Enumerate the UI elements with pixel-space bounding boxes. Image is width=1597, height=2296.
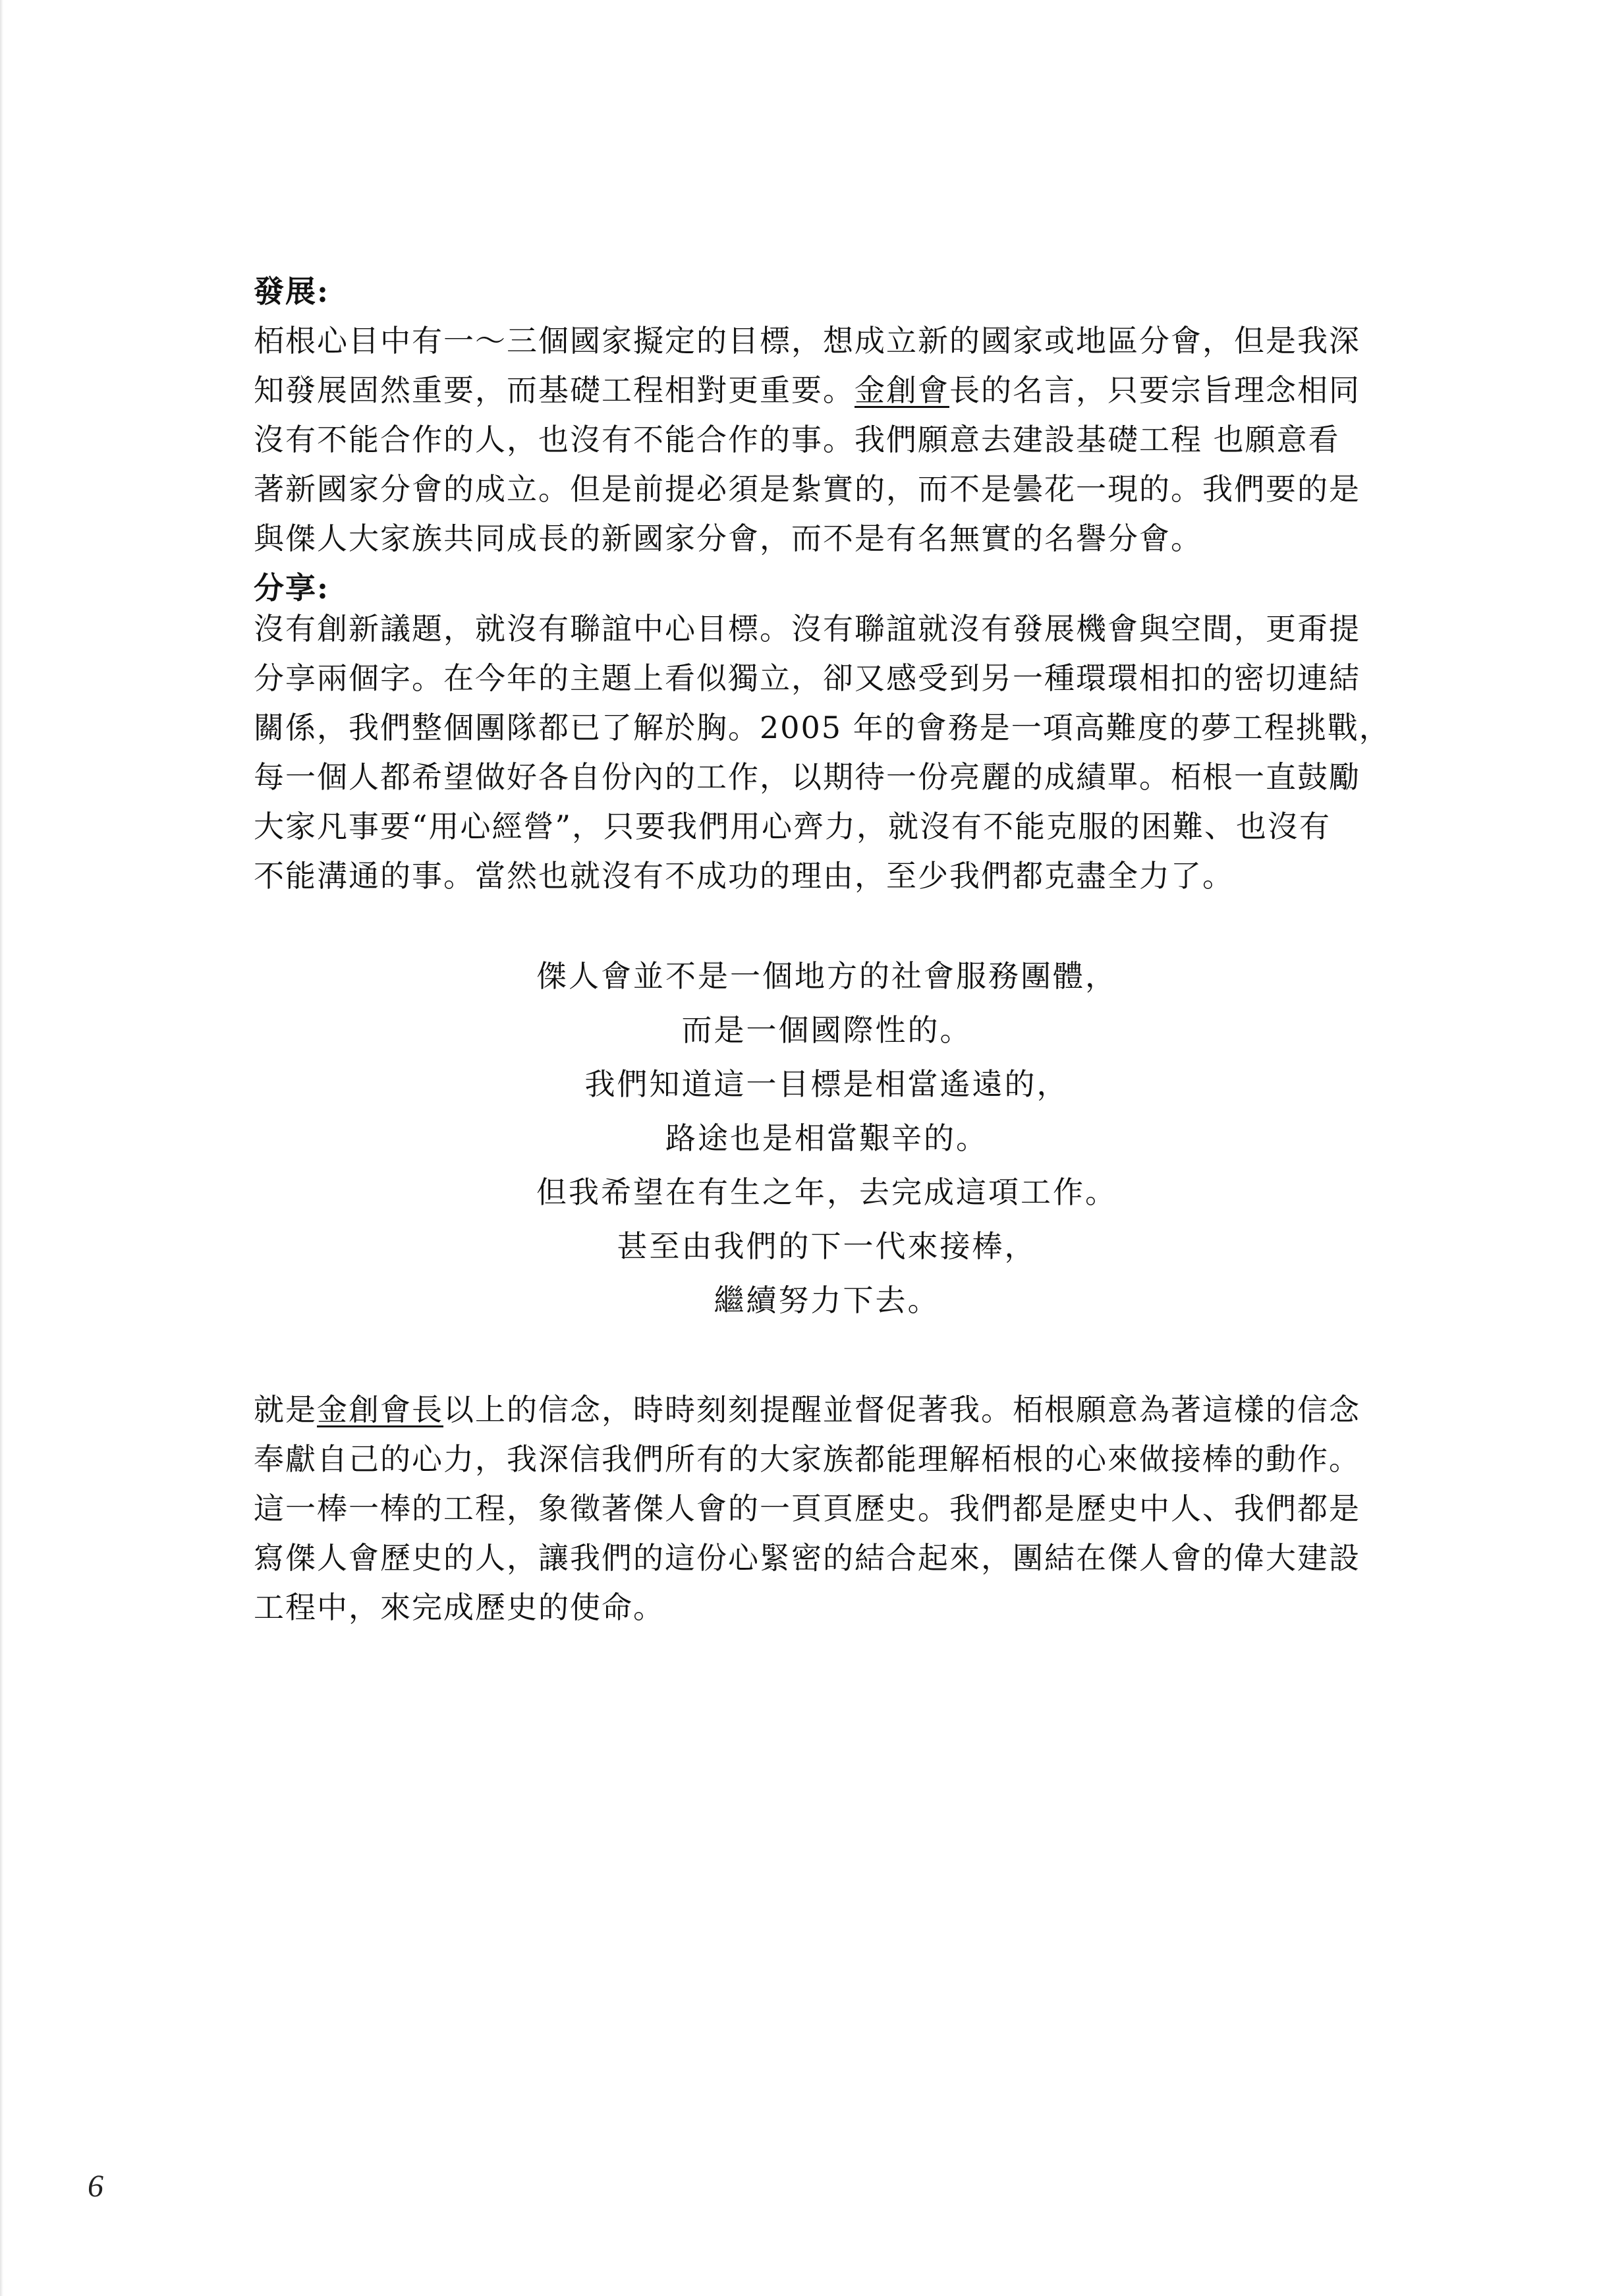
quote-line-7: 繼續努力下去。: [714, 1282, 940, 1318]
development-line-2-end: 長的名言，只要宗旨理念相同: [949, 372, 1360, 408]
quote-line-5: 但我希望在有生之年，去完成這項工作。: [536, 1174, 1117, 1210]
quote-line-2: 而是一個國際性的。: [681, 1012, 972, 1048]
closing-line-4: 寫傑人會歷史的人，讓我們的這份心緊密的結合起來，團結在傑人會的偉大建設: [254, 1540, 1360, 1576]
closing-paragraph: [254, 1385, 1400, 1632]
closing-line-1: [254, 1385, 1400, 1435]
sharing-line-1: 沒有創新議題，就沒有聯誼中心目標。沒有聯誼就沒有發展機會與空間，更甭提: [254, 611, 1360, 646]
sharing-line-5: 大家凡事要“用心經營”，只要我們用心齊力，就沒有不能克服的困難、也沒有: [254, 809, 1331, 844]
sharing-paragraph: [254, 604, 1400, 901]
development-heading: 發展:: [254, 273, 329, 309]
quote-line-4: 路途也是相當艱辛的。: [665, 1120, 988, 1156]
underlined-name: 金創會長: [317, 1392, 443, 1427]
development-line-2-start: 知發展固然重要，而基礎工程相對更重要。: [254, 372, 855, 408]
quote-line-3: 我們知道這一目標是相當遙遠的，: [584, 1066, 1069, 1102]
closing-line-5: 工程中，來完成歷史的使命。: [254, 1590, 665, 1625]
page-number: 6: [88, 2169, 103, 2204]
closing-line-1-end: 以上的信念，時時刻刻提醒並督促著我。栢根願意為著這樣的信念: [443, 1392, 1360, 1427]
sharing-line-6: 不能溝通的事。當然也就沒有不成功的理由，至少我們都克盡全力了。: [254, 858, 1234, 894]
development-line-1: 栢根心目中有一～三個國家擬定的目標，想成立新的國家或地區分會，但是我深: [254, 323, 1360, 359]
development-line-4: 著新國家分會的成立。但是前提必須是紮實的，而不是曇花一現的。我們要的是: [254, 471, 1360, 507]
quote-line-6: 甚至由我們的下一代來接棒，: [617, 1228, 1037, 1264]
founder-quote: [254, 949, 1400, 1327]
sharing-line-4: 每一個人都希望做好各自份內的工作，以期待一份亮麗的成績單。栢根一直鼓勵: [254, 759, 1360, 795]
sharing-heading: 分享:: [254, 570, 329, 606]
quote-line-1: 傑人會並不是一個地方的社會服務團體，: [536, 958, 1117, 994]
closing-line-3: 這一棒一棒的工程，象徵著傑人會的一頁頁歷史。我們都是歷史中人、我們都是: [254, 1491, 1360, 1526]
development-line-2: [254, 366, 1400, 415]
development-line-3: 沒有不能合作的人，也沒有不能合作的事。我們願意去建設基礎工程 也願意看: [254, 422, 1340, 457]
underlined-name: 金創會: [855, 372, 949, 408]
closing-line-2: 奉獻自己的心力，我深信我們所有的大家族都能理解栢根的心來做接棒的動作。: [254, 1441, 1360, 1477]
development-paragraph: [254, 316, 1400, 563]
sharing-line-2: 分享兩個字。在今年的主題上看似獨立，卻又感受到另一種環環相扣的密切連結: [254, 660, 1360, 696]
development-line-5: 與傑人大家族共同成長的新國家分會，而不是有名無實的名譽分會。: [254, 521, 1202, 556]
sharing-line-3: 關係，我們整個團隊都已了解於胸。2005 年的會務是一項高難度的夢工程挑戰，: [254, 710, 1391, 745]
scan-edge-shadow: [0, 0, 3, 2296]
closing-line-1-start: 就是: [254, 1392, 317, 1427]
